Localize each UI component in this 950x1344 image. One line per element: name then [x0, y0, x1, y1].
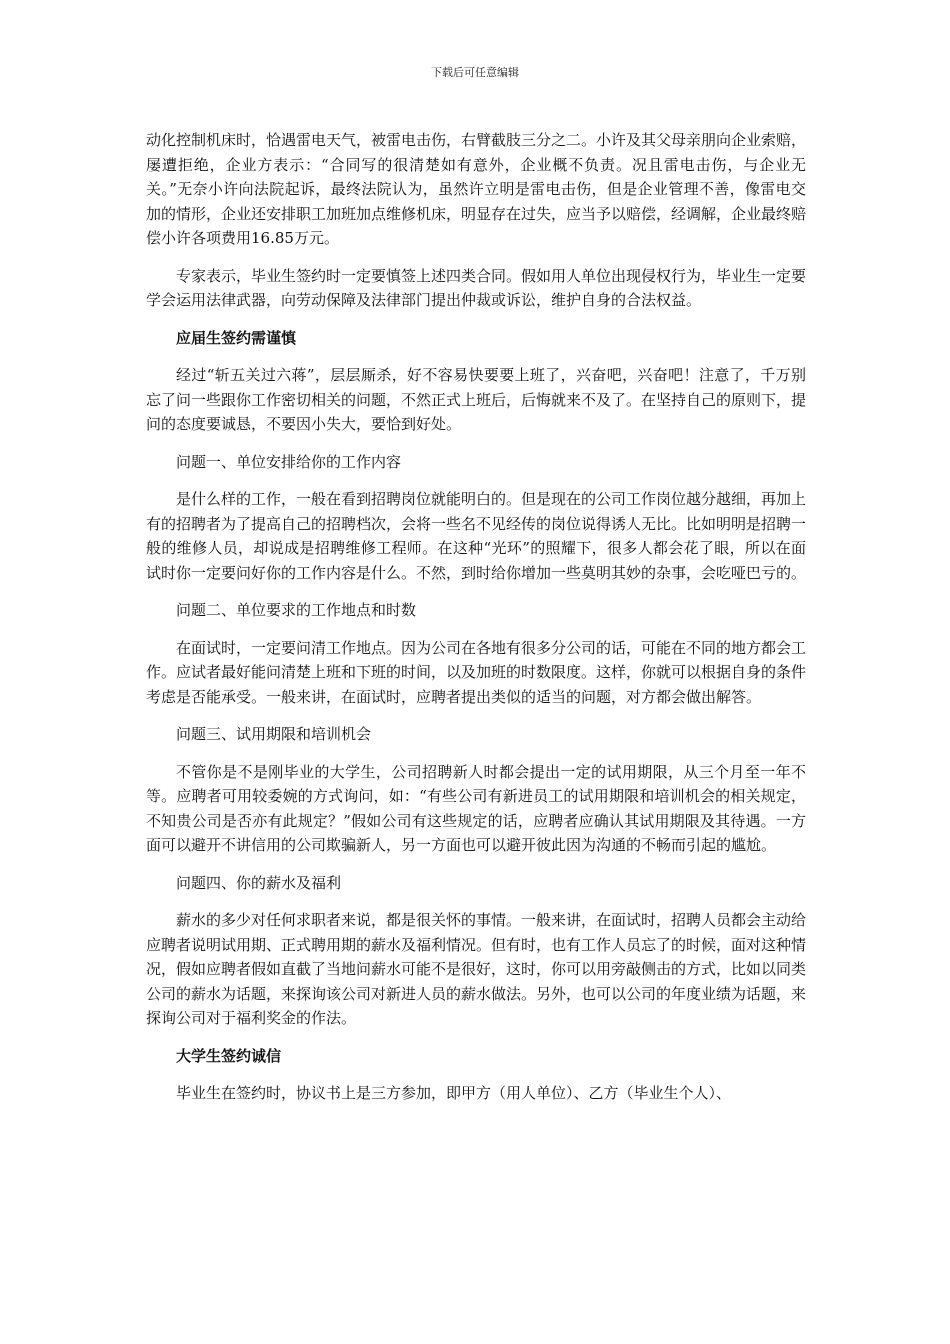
question-4-title: 问题四、你的薪水及福利 [176, 873, 342, 892]
paragraph-salary-benefits: 薪水的多少对任何求职者来说，都是很关怀的事情。一般来讲，在面试时，招聘人员都会主动给应聘者说明试用期、正式聘用期的薪水及福利情况。但有时，也有工作人员忘了的时候，面对这种情况，假如应聘者假如直截了当地问薪水可能不是很好，这时，你可以用旁敲侧击的方式，比如以同类公司的薪水为话题，来探询该公司对新进人员的薪水做法。另外，也可以公司的年度业绩为话题，来探询公司对于福利奖金的作法。 [146, 911, 807, 1027]
page-header: 下载后可任意编辑 [431, 66, 519, 79]
paragraph-probation-training: 不管你是不是刚毕业的大学生，公司招聘新人时都会提出一定的试用期限，从三个月至一年不等。应聘者可用较委婉的方式询问，如：“有些公司有新进员工的试用期限和培训机会的相关规定，不知贵公司是否亦有此规定？”假如公司有这些规定的话，应聘者应确认其试用期限及其待遇。一方面可以避开不讲信用的公司欺骗新人，另一方面也可以避开彼此因为沟通的不畅而引起的尴尬。 [146, 762, 806, 854]
document-body [146, 128, 806, 1119]
question-2-title: 问题二、单位要求的工作地点和时数 [176, 601, 417, 619]
heading-cautious-signing: 应届生签约需谨慎 [176, 328, 297, 347]
question-1-title: 问题一、单位安排给你的工作内容 [176, 452, 402, 471]
paragraph-job-content: 是什么样的工作，一般在看到招聘岗位就能明白的。但是现在的公司工作岗位越分越细，再加上有的招聘者为了提高自己的招聘档次，会将一些名不见经传的岗位说得诱人无比。比如明明是招聘一般的维修人员，却说成是招聘维修工程师。在这种“光环”的照耀下，很多人都会花了眼，所以在面试时你一定要问好你的工作内容是什么。不然，到时给你增加一些莫明其妙的杂事，会吃哑巴亏的。 [146, 490, 807, 582]
paragraph-lightning-case: 动化控制机床时，恰遇雷电天气，被雷电击伤，右臂截肢三分之二。小许及其父母亲朋向企业索赔，屡遭拒绝，企业方表示：“合同写的很清楚如有意外，企业概不负责。况且雷电击伤，与企业无关。”无奈小许向法院起诉，最终法院认为，虽然许立明是雷电击伤，但是企业管理不善，像雷电交加的情形，企业还安排职工加班加点维修机床，明显存在过失，应当予以赔偿，经调解，企业最终赔偿小许各项费用16.85万元。 [146, 131, 807, 247]
paragraph-location-hours: 在面试时，一定要问清工作地点。因为公司在各地有很多分公司的话，可能在不同的地方都会工作。应试者最好能问清楚上班和下班的时间，以及加班的时数限度。这样，你就可以根据自身的条件考虑是否能承受。一般来讲，在面试时，应聘者提出类似的适当的问题，对方都会做出解答。 [146, 638, 807, 706]
paragraph-tripartite-agreement: 毕业生在签约时，协议书上是三方参加，即甲方（用人单位）、乙方（毕业生个人）、 [176, 1084, 732, 1102]
paragraph-intro: 经过“斩五关过六蒋”，层层厮杀，好不容易快要要上班了，兴奋吧，兴奋吧！注意了，千万别忘了问一些跟你工作密切相关的问题，不然正式上班后，后悔就来不及了。在坚持自己的原则下，提问的态度要诚恳，不要因小失大，要恰到好处。 [146, 366, 807, 433]
question-3-title: 问题三、试用期限和培训机会 [176, 725, 372, 743]
paragraph-expert-advice: 专家表示，毕业生签约时一定要慎签上述四类合同。假如用人单位出现侵权行为，毕业生一定要学会运用法律武器，向劳动保障及法律部门提出仲裁或诉讼，维护自身的合法权益。 [146, 266, 807, 309]
heading-integrity: 大学生签约诚信 [176, 1046, 282, 1065]
